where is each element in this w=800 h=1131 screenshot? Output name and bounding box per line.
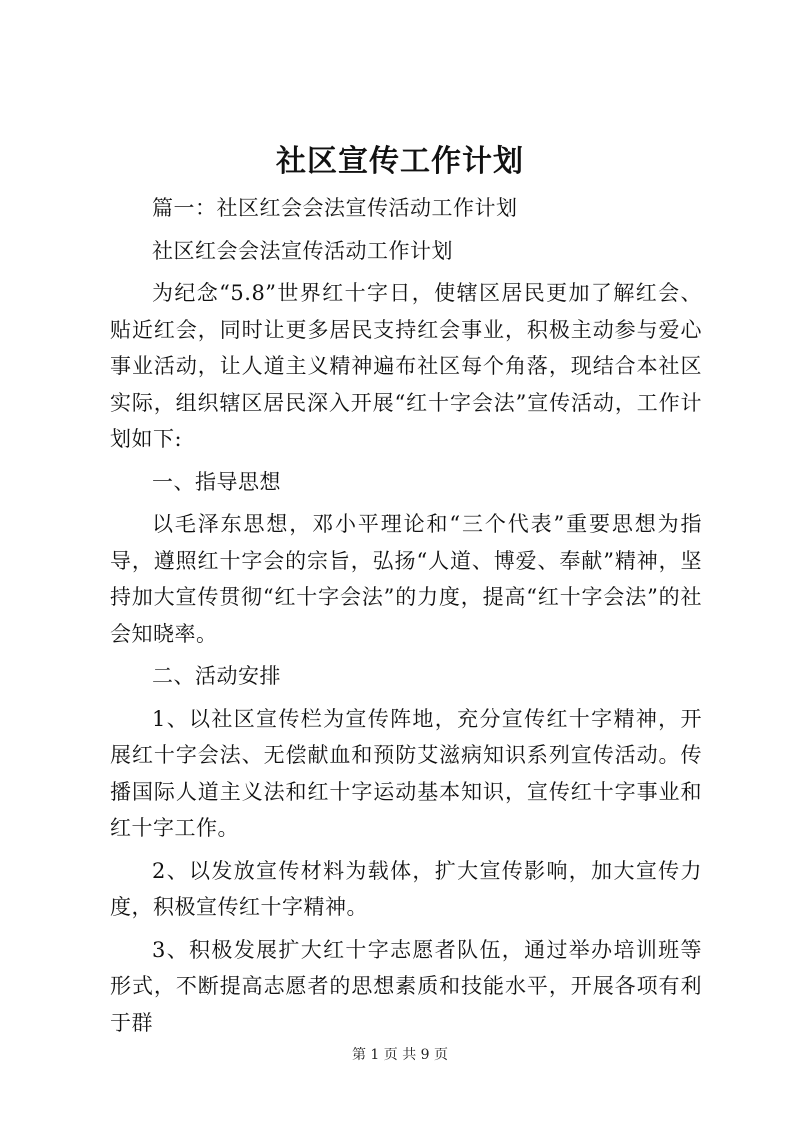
section-title: 篇一：社区红会会法宣传活动工作计划 <box>152 196 518 220</box>
paragraph-guiding-ideology: 以毛泽东思想，邓小平理论和“三个代表”重要思想为指导，遵照红十字会的宗旨，弘扬“人道、博爱、奉献”精神，坚持加大宣传贯彻“红十字会法”的力度，提高“红十字会法”的社会知晓率。 <box>110 512 702 646</box>
paragraph-item-1: 1、以社区宣传栏为宣传阵地，充分宣传红十字精神，开展红十字会法、无偿献血和预防艾滋病知识系列宣传活动。传播国际人道主义法和红十字运动基本知识，宣传红十字事业和红十字工作。 <box>110 706 702 840</box>
page-footer: 第 1 页 共 9 页 <box>351 1047 449 1063</box>
heading-activity-arrangement: 二、活动安排 <box>152 664 281 688</box>
sub-title: 社区红会会法宣传活动工作计划 <box>152 238 453 263</box>
paragraph-item-2: 2、以发放宣传材料为载体，扩大宣传影响，加大宣传力度，积极宣传红十字精神。 <box>110 858 702 919</box>
heading-guiding-ideology: 一、指导思想 <box>152 469 281 494</box>
paragraph-intro: 为纪念“5.8”世界红十字日，使辖区居民更加了解红会、贴近红会，同时让更多居民支持红会事业，积极主动参与爱心事业活动，让人道主义精神遍布社区每个角落，现结合本社区实际，组织辖区居民深入开展“红十字会法”宣传活动，工作计划如下: <box>110 281 702 451</box>
paragraph-item-3: 3、积极发展扩大红十字志愿者队伍，通过举办培训班等形式，不断提高志愿者的思想素质和技能水平，开展各项有利于群 <box>110 937 702 1035</box>
document-body <box>110 190 702 1041</box>
page-title: 社区宣传工作计划 <box>276 144 524 179</box>
